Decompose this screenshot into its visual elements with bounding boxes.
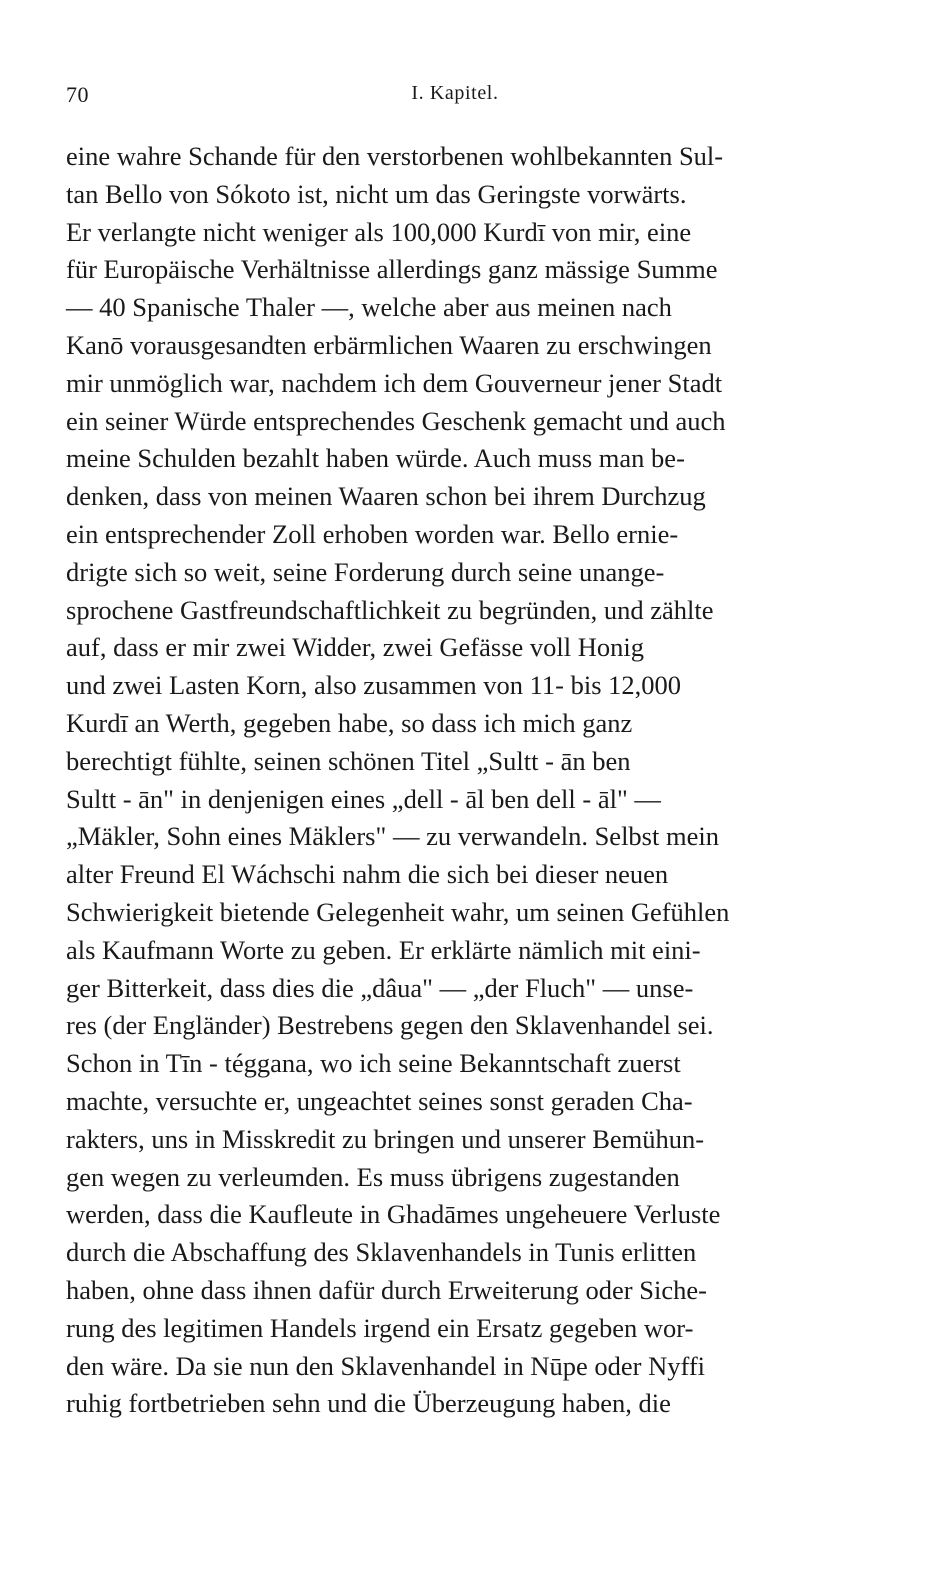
text-line: sprochene Gastfreundschaftlichkeit zu begründen, und zählte bbox=[66, 594, 714, 625]
text-line: werden, dass die Kaufleute in Ghadāmes ungeheuere Verluste bbox=[66, 1199, 721, 1230]
body-text bbox=[66, 138, 844, 1423]
page-header bbox=[66, 82, 844, 112]
text-line: und zwei Lasten Korn, also zusammen von 11- bis 12,000 bbox=[66, 670, 682, 701]
text-line: denken, dass von meinen Waaren schon bei ihrem Durchzug bbox=[66, 481, 706, 512]
text-line: gen wegen zu verleumden. Es muss übrigens zugestanden bbox=[66, 1161, 680, 1192]
text-line: rakters, uns in Misskredit zu bringen und unserer Bemühun- bbox=[66, 1123, 705, 1154]
text-line: ruhig fortbetrieben sehn und die Überzeugung haben, die bbox=[66, 1388, 671, 1419]
text-line: ein seiner Würde entsprechendes Geschenk gemacht und auch bbox=[66, 405, 726, 436]
text-line: res (der Engländer) Bestrebens gegen den Sklavenhandel sei. bbox=[66, 1010, 714, 1041]
text-line: durch die Abschaffung des Sklavenhandels in Tunis erlitten bbox=[66, 1237, 697, 1268]
text-line: drigte sich so weit, seine Forderung durch seine unange- bbox=[66, 556, 665, 587]
text-line: eine wahre Schande für den verstorbenen wohlbekannten Sul- bbox=[66, 141, 724, 171]
text-line: berechtigt fühlte, seinen schönen Titel „Sultt - ān ben bbox=[66, 745, 631, 776]
text-line: meine Schulden bezahlt haben würde. Auch muss man be- bbox=[66, 443, 685, 474]
text-line: „Mäkler, Sohn eines Mäklers" — zu verwandeln. Selbst mein bbox=[66, 821, 719, 852]
text-line: mir unmöglich war, nachdem ich dem Gouverneur jener Stadt bbox=[66, 367, 723, 398]
text-line: auf, dass er mir zwei Widder, zwei Gefässe voll Honig bbox=[66, 632, 644, 663]
text-line: Kurdī an Werth, gegeben habe, so dass ich mich ganz bbox=[66, 707, 633, 738]
text-line: Er verlangte nicht weniger als 100,000 Kurdī von mir, eine bbox=[66, 216, 692, 247]
text-line: Kanō vorausgesandten erbärmlichen Waaren zu erschwingen bbox=[66, 329, 712, 360]
text-line: tan Bello von Sókoto ist, nicht um das Geringste vorwärts. bbox=[66, 178, 687, 209]
text-line: rung des legitimen Handels irgend ein Ersatz gegeben wor- bbox=[66, 1312, 694, 1343]
text-line: ger Bitterkeit, dass dies die „dâua" — „der Fluch" — unse- bbox=[66, 972, 694, 1003]
text-line: haben, ohne dass ihnen dafür durch Erweiterung oder Siche- bbox=[66, 1274, 707, 1305]
text-line: Sultt - ān" in denjenigen eines „dell - āl ben dell - āl" — bbox=[66, 783, 661, 814]
text-line: als Kaufmann Worte zu geben. Er erklärte nämlich mit eini- bbox=[66, 934, 701, 965]
text-line: den wäre. Da sie nun den Sklavenhandel in Nūpe oder Nyffi bbox=[66, 1350, 706, 1381]
text-line: ein entsprechender Zoll erhoben worden war. Bello ernie- bbox=[66, 518, 679, 549]
text-line: alter Freund El Wáchschi nahm die sich bei dieser neuen bbox=[66, 859, 669, 890]
running-head: I. Kapitel. bbox=[411, 82, 499, 104]
text-line: für Europäische Verhältnisse allerdings ganz mässige Summe bbox=[66, 254, 718, 285]
text-line: Schwierigkeit bietende Gelegenheit wahr, um seinen Gefühlen bbox=[66, 896, 730, 927]
text-line: — 40 Spanische Thaler —, welche aber aus meinen nach bbox=[66, 292, 672, 323]
page-number: 70 bbox=[66, 82, 89, 107]
text-line: Schon in Tīn - téggana, wo ich seine Bekanntschaft zuerst bbox=[66, 1048, 681, 1079]
text-line: machte, versuchte er, ungeachtet seines sonst geraden Cha- bbox=[66, 1085, 693, 1116]
